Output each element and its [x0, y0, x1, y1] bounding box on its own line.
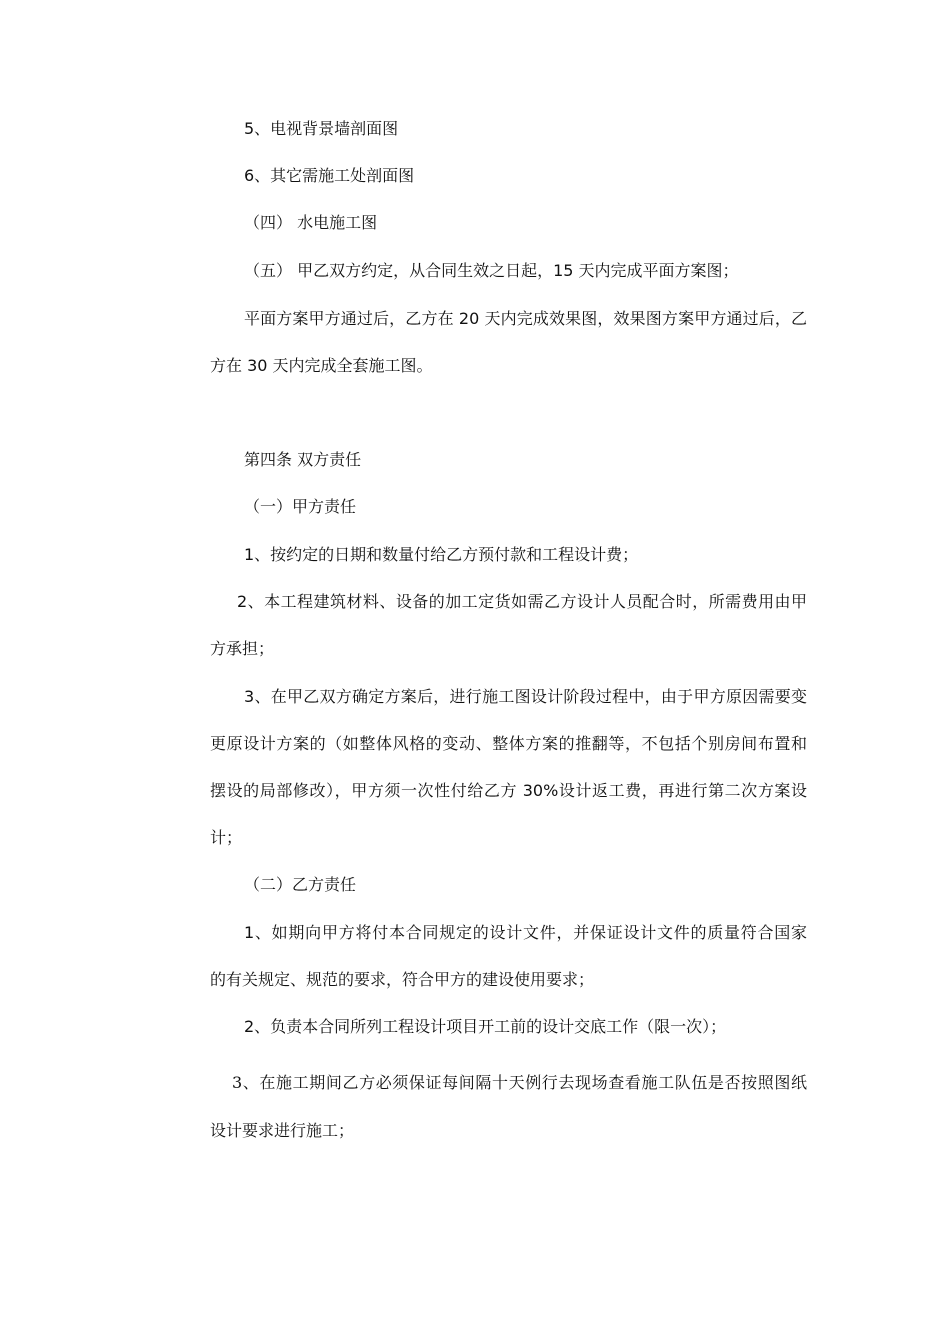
- party-a-item-2-line-1: 2、本工程建筑材料、设备的加工定货如需乙方设计人员配合时，所需费用由甲: [237, 592, 807, 611]
- article-4-heading: 第四条 双方责任: [244, 450, 362, 469]
- party-a-item-1: 1、按约定的日期和数量付给乙方预付款和工程设计费；: [244, 545, 639, 564]
- sub-item-4-plumbing-electrical: （四） 水电施工图: [244, 213, 378, 232]
- schedule-paragraph-line-2: 方在 30 天内完成全套施工图。: [210, 356, 433, 375]
- party-b-item-3-line-2: 设计要求进行施工；: [210, 1121, 355, 1140]
- party-b-heading: （二）乙方责任: [244, 875, 357, 894]
- item-5-tv-wall-section: 5、电视背景墙剖面图: [244, 119, 399, 138]
- schedule-paragraph-line-1: 平面方案甲方通过后，乙方在 20 天内完成效果图，效果图方案甲方通过后，乙: [244, 309, 807, 328]
- party-b-item-1-line-1: 1、如期向甲方将付本合同规定的设计文件，并保证设计文件的质量符合国家: [244, 923, 807, 942]
- party-a-heading: （一）甲方责任: [244, 497, 357, 516]
- party-a-item-3-line-4: 计；: [210, 828, 243, 847]
- sub-item-5-schedule: （五） 甲乙双方约定，从合同生效之日起，15 天内完成平面方案图；: [244, 261, 739, 280]
- party-a-item-3-line-2: 更原设计方案的（如整体风格的变动、整体方案的推翻等，不包括个别房间布置和: [210, 734, 807, 753]
- party-a-item-3-line-3: 摆设的局部修改），甲方须一次性付给乙方 30%设计返工费，再进行第二次方案设: [210, 781, 807, 800]
- party-b-item-2: 2、负责本合同所列工程设计项目开工前的设计交底工作（限一次）；: [244, 1017, 727, 1036]
- party-b-item-1-line-2: 的有关规定、规范的要求，符合甲方的建设使用要求；: [210, 970, 595, 989]
- item-6-other-sections: 6、其它需施工处剖面图: [244, 166, 415, 185]
- party-a-item-2-line-2: 方承担；: [210, 639, 275, 658]
- party-b-item-3-line-1: 3、在施工期间乙方必须保证每间隔十天例行去现场查看施工队伍是否按照图纸: [232, 1073, 807, 1092]
- party-a-item-3-line-1: 3、在甲乙双方确定方案后，进行施工图设计阶段过程中，由于甲方原因需要变: [244, 687, 807, 706]
